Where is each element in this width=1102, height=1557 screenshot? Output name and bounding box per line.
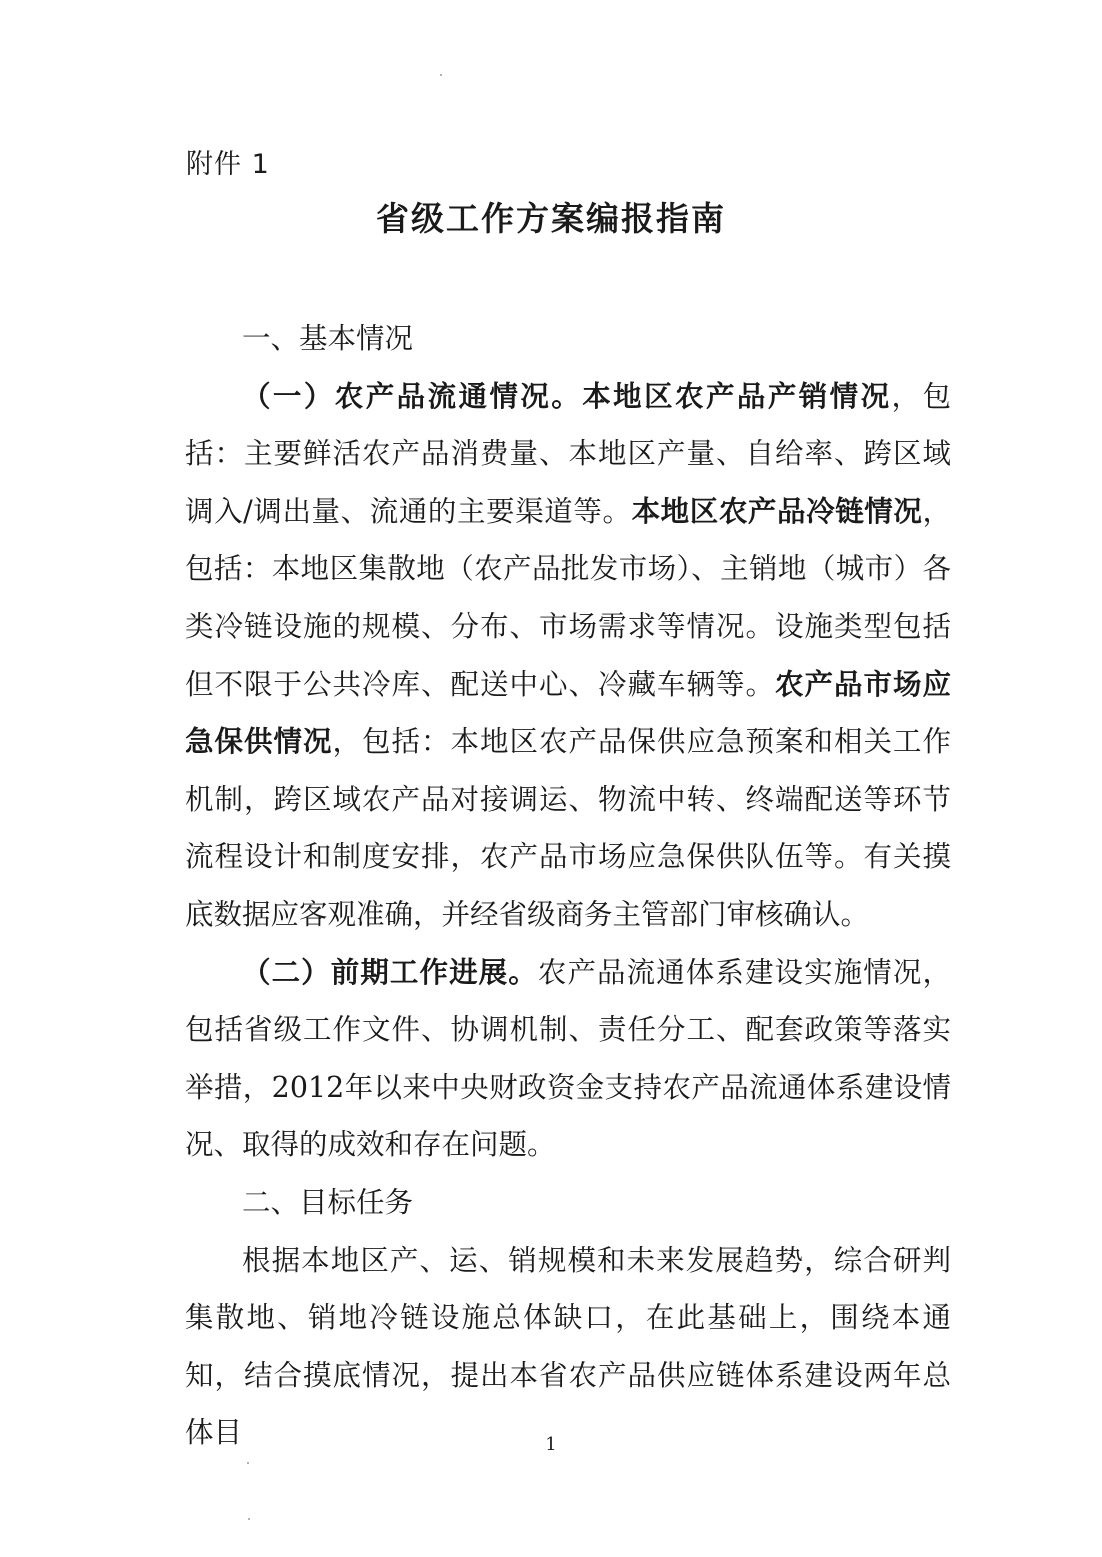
text-cold-chain: ，包括：本地区集散地（农产品批发市场）、主销地（城市）各类冷链设施的规模、分布、市场需求等情况。设施类型包括但不限于公共冷库、配送中心、冷藏车辆等。 [185,494,951,701]
section-heading-basic-situation: 一、基本情况 [242,322,414,355]
bold-lead-progress: （二）前期工作进展。 [242,954,538,989]
bold-lead-circulation: （一）农产品流通情况。本地区农产品产销情况 [242,378,892,413]
section-heading-goals: 二、目标任务 [242,1185,414,1219]
document-body [185,310,951,1462]
paragraph-goals: 根据本地区产、运、销规模和未来发展趋势，综合研判集散地、销地冷链设施总体缺口，在此基础上，围绕本通知，结合摸底情况，提出本省农产品供应链体系建设两年总体目 [185,1243,951,1450]
page-number: 1 [545,1434,557,1455]
attachment-label: 附件 1 [186,149,270,180]
paragraph-progress [185,944,951,1174]
scan-speck [248,1518,250,1520]
scan-speck [440,74,442,76]
text-progress: 农产品流通体系建设实施情况，包括省级工作文件、协调机制、责任分工、配套政策等落实举措，2012年以来中央财政资金支持农产品流通体系建设情况、取得的成效和存在问题。 [185,955,951,1162]
bold-emergency-supply: 农产品市场应急保供情况 [185,666,951,759]
text-emergency-supply: ，包括：本地区农产品保供应急预案和相关工作机制，跨区域农产品对接调运、物流中转、终端配送等环节流程设计和制度安排，农产品市场应急保供队伍等。有关摸底数据应客观准确，并经省级商务主管部门审核确认。 [185,725,951,931]
text-circulation-1: ，包括：主要鲜活农产品消费量、本地区产量、自给率、跨区域调入/调出量、流通的主要渠道等。 [185,379,951,528]
paragraph-circulation [185,368,951,944]
scan-speck [247,1462,249,1464]
bold-cold-chain: 本地区农产品冷链情况 [631,493,923,528]
document-title: 省级工作方案编报指南 [376,199,726,238]
